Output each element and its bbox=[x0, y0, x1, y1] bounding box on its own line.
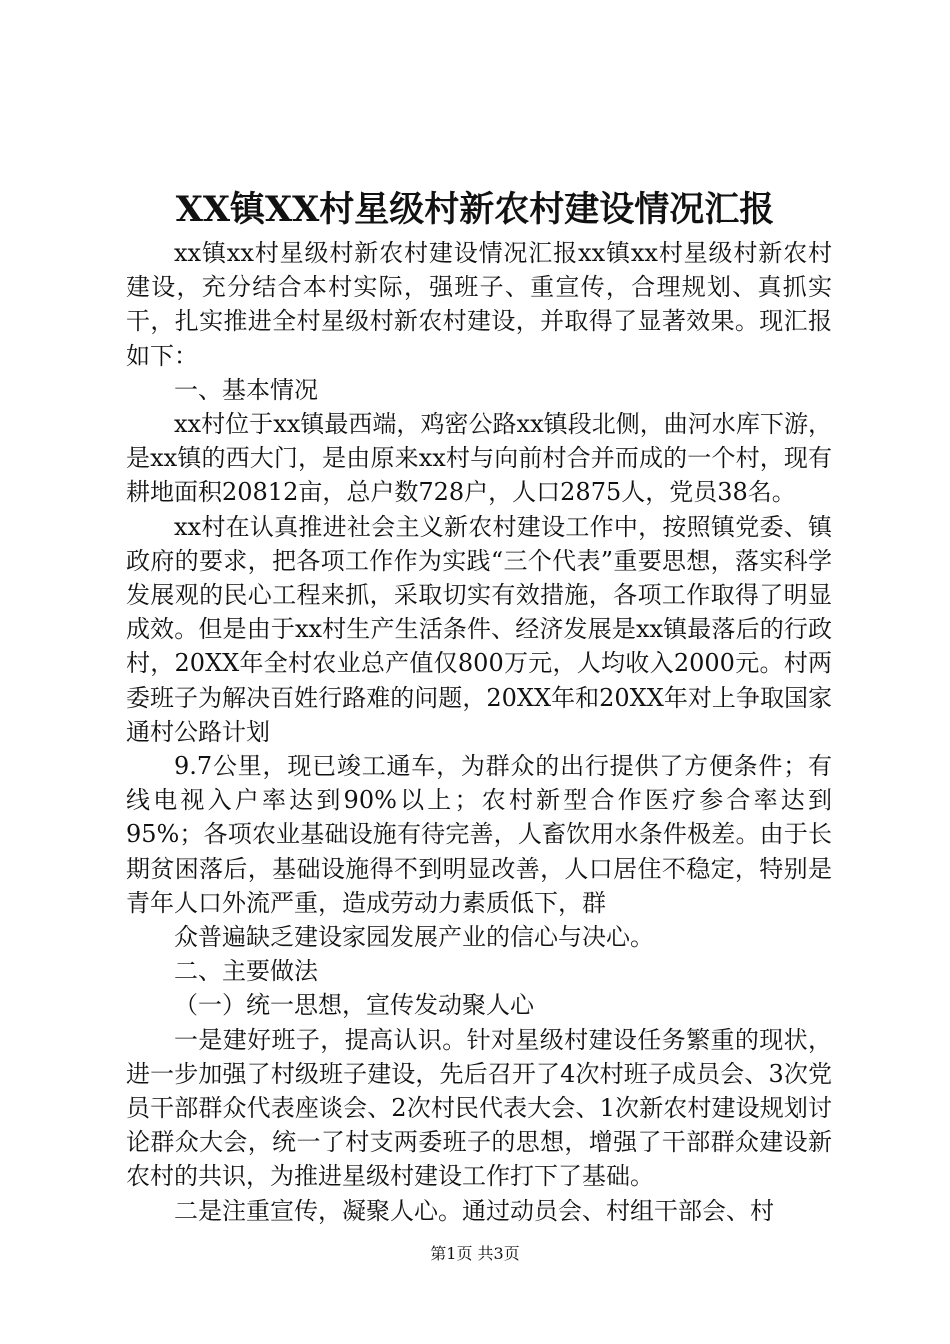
subsection-heading: （一）统一思想，宣传发动聚人心 bbox=[174, 991, 534, 1020]
body-paragraph: 二是注重宣传，凝聚人心。通过动员会、村组干部会、村 bbox=[174, 1196, 774, 1225]
body-paragraph: xx村位于xx镇最西端，鸡密公路xx镇段北侧，曲河水库下游，是xx镇的西大门，是由原来xx村与向前村合并而成的一个村，现有耕地面积20812亩，总户数728户，人口2875人，党员38名。 bbox=[126, 410, 832, 507]
document-title: XX镇XX村星级村新农村建设情况汇报 bbox=[175, 189, 775, 230]
section-heading-main-practices: 二、主要做法 bbox=[174, 957, 318, 986]
document-body bbox=[126, 236, 832, 1228]
body-paragraph: 一是建好班子，提高认识。针对星级村建设任务繁重的现状，进一步加强了村级班子建设，先后召开了4次村班子成员会、3次党员干部群众代表座谈会、2次村民代表大会、1次新农村建设规划讨论群众大会，统一了村支两委班子的思想，增强了干部群众建设新农村的共识，为推进星级村建设工作打下了基础。 bbox=[126, 1025, 832, 1191]
section-heading-basic-situation: 一、基本情况 bbox=[174, 375, 318, 404]
intro-paragraph: xx镇xx村星级村新农村建设情况汇报xx镇xx村星级村新农村建设，充分结合本村实际，强班子、重宣传，合理规划、真抓实干，扎实推进全村星级村新农村建设，并取得了显著效果。现汇报如下： bbox=[126, 239, 832, 370]
body-paragraph: xx村在认真推进社会主义新农村建设工作中，按照镇党委、镇政府的要求，把各项工作作为实践“三个代表”重要思想，落实科学发展观的民心工程来抓，采取切实有效措施，各项工作取得了明显成效。但是由于xx村生产生活条件、经济发展是xx镇最落后的行政村，20XX年全村农业总产值仅800万元，人均收入2000元。村两委班子为解决百姓行路难的问题，20XX年和20XX年对上争取国家通村公路计划 bbox=[126, 512, 832, 746]
body-paragraph: 9.7公里，现已竣工通车，为群众的出行提供了方便条件；有线电视入户率达到90%以上；农村新型合作医疗参合率达到95%；各项农业基础设施有待完善，人畜饮用水条件极差。由于长期贫困落后，基础设施得不到明显改善，人口居住不稳定，特别是青年人口外流严重，造成劳动力素质低下，群 bbox=[126, 752, 832, 917]
body-paragraph: 众普遍缺乏建设家园发展产业的信心与决心。 bbox=[174, 923, 654, 952]
page-number-footer: 第1页 共3页 bbox=[430, 1244, 520, 1263]
